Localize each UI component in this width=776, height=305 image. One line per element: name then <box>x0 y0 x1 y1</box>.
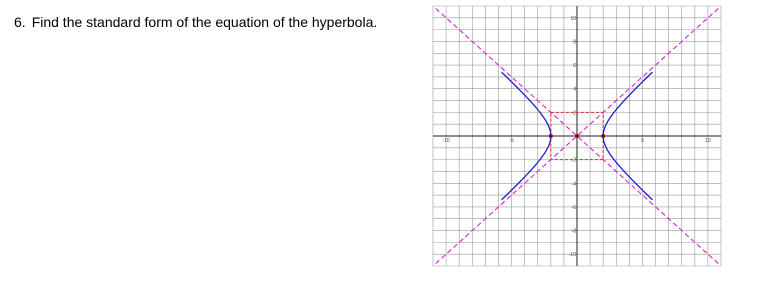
hyperbola-graph <box>422 0 732 275</box>
y-tick-label: 6 <box>573 63 576 70</box>
question <box>14 14 377 30</box>
vertex-point <box>549 134 553 138</box>
question-text: Find the standard form of the equation of the hyperbola. <box>31 14 378 30</box>
question-number: 6. <box>14 14 26 30</box>
y-tick-label: 2 <box>573 110 576 117</box>
y-tick-label: 10 <box>570 15 576 22</box>
x-tick-label: -5 <box>509 138 514 144</box>
graph-svg <box>422 0 732 275</box>
center-point <box>575 134 579 138</box>
y-tick-label: -8 <box>571 228 576 235</box>
y-tick-label: 8 <box>573 39 576 46</box>
vertex-point <box>601 134 605 138</box>
x-tick-label: -10 <box>442 138 450 144</box>
y-tick-label: -2 <box>571 157 576 164</box>
y-tick-label: -4 <box>571 181 576 188</box>
x-tick-label: 10 <box>705 138 711 144</box>
y-tick-label: 4 <box>573 86 576 93</box>
y-tick-label: -10 <box>568 252 576 259</box>
y-tick-label: -6 <box>571 204 576 211</box>
x-tick-label: 5 <box>641 138 644 144</box>
